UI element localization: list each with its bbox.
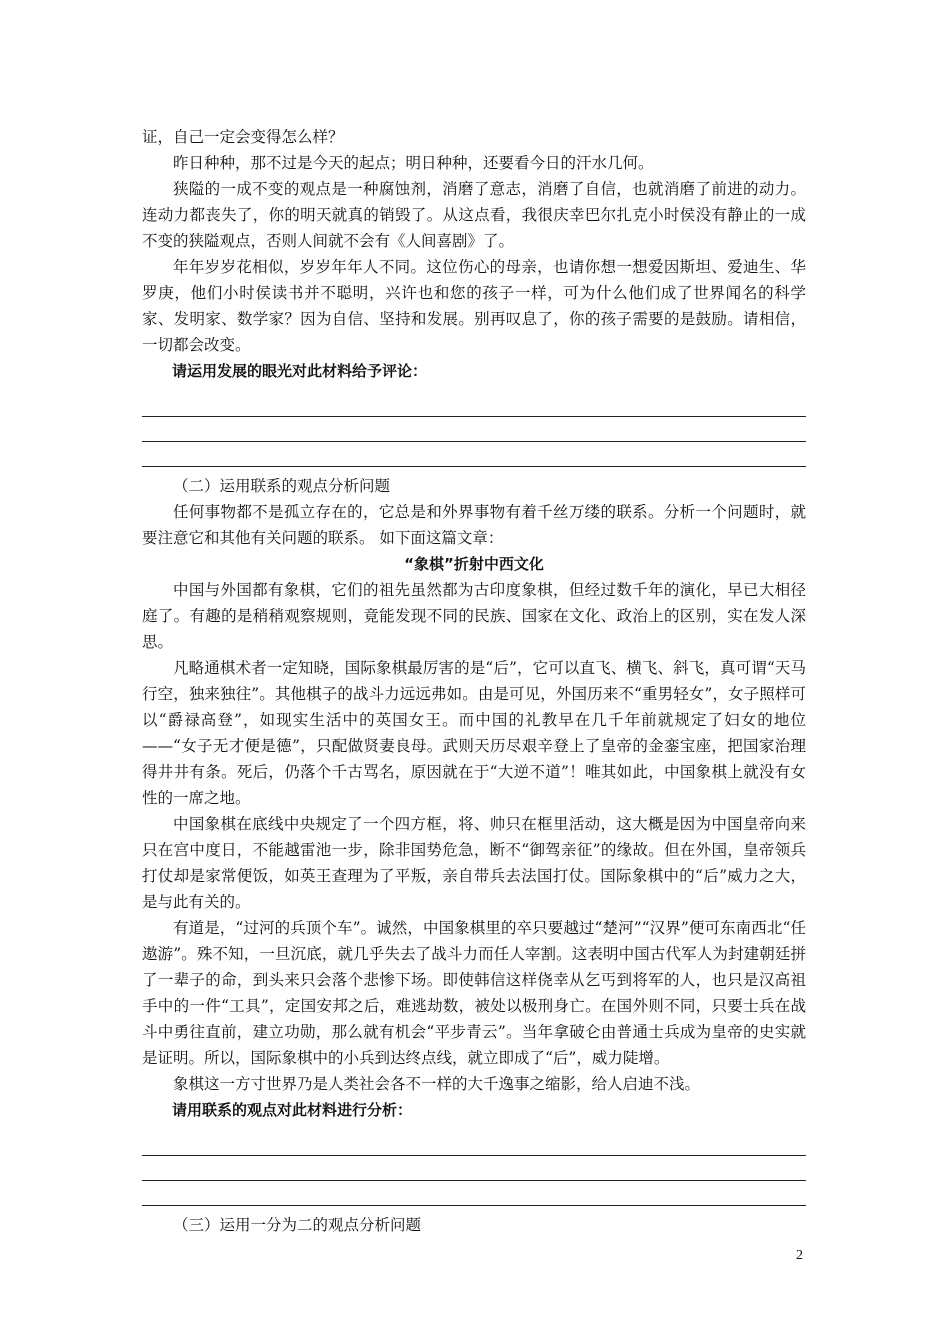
answer-line xyxy=(142,392,806,417)
page-number: 2 xyxy=(796,1248,803,1263)
paragraph: 昨日种种，那不过是今天的起点；明日种种，还要看今日的汗水几何。 xyxy=(173,154,654,172)
page-content xyxy=(142,124,806,1238)
article-title: “象棋”折射中西文化 xyxy=(404,555,544,573)
paragraph: 任何事物都不是孤立存在的，它总是和外界事物有着千丝万缕的联系。分析一个问题时，就要注意它和其他有关问题的联系。 如下面这篇文章： xyxy=(142,503,806,547)
answer-lines-2 xyxy=(142,1131,806,1206)
section-heading: （三）运用一分为二的观点分析问题 xyxy=(173,1216,422,1234)
answer-lines-1 xyxy=(142,392,806,467)
paragraph: 象棋这一方寸世界乃是人类社会各不一样的大千逸事之缩影，给人启迪不浅。 xyxy=(173,1075,701,1093)
answer-line xyxy=(142,1131,806,1156)
paragraph: 有道是，“过河的兵顶个车”。诚然，中国象棋里的卒只要越过“楚河”“汉界”便可东南西北“任遨游”。殊不知，一旦沉底，就几乎失去了战斗力而任人宰割。这表明中国古代军人为封建朝廷拼了一辈子的命，到头来只会落个悲惨下场。即使韩信这样侥幸从乞丐到将军的人，也只是汉高祖手中的一件“工具”，定国安邦之后，难逃劫数，被处以极刑身亡。在国外则不同，只要士兵在战斗中勇往直前，建立功勋，那么就有机会“平步青云”。当年拿破仑由普通士兵成为皇帝的史实就是证明。所以，国际象棋中的小兵到达终点线，就立即成了“后”，威力陡增。 xyxy=(142,919,806,1067)
answer-line xyxy=(142,417,806,442)
paragraph: 中国象棋在底线中央规定了一个四方框，将、帅只在框里活动，这大概是因为中国皇帝向来只在宫中度日，不能越雷池一步，除非国势危急，断不“御驾亲征”的缘故。但在外国，皇帝领兵打仗却是家常便饭，如英王查理为了平叛，亲自带兵去法国打仗。国际象棋中的“后”威力之大，是与此有关的。 xyxy=(142,815,806,911)
section-heading: （二）运用联系的观点分析问题 xyxy=(173,477,391,495)
answer-line xyxy=(142,1156,806,1181)
paragraph: 中国与外国都有象棋，它们的祖先虽然都为古印度象棋，但经过数千年的演化，早已大相径庭了。有趣的是稍稍观察规则，竟能发现不同的民族、国家在文化、政治上的区别，实在发人深思。 xyxy=(142,581,806,651)
paragraph: 证，自己一定会变得怎么样？ xyxy=(142,128,344,146)
paragraph: 凡略通棋术者一定知晓，国际象棋最厉害的是“后”，它可以直飞、横飞、斜飞，真可谓“天马行空，独来独往”。其他棋子的战斗力远远弗如。由是可见，外国历来不“重男轻女”，女子照样可以“爵禄高登”，如现实生活中的英国女王。而中国的礼教早在几千年前就规定了妇女的地位——“女子无才便是德”，只配做贤妻良母。武则天历尽艰辛登上了皇帝的金銮宝座，把国家治理得井井有条。死后，仍落个千古骂名，原因就在于“大逆不道”！唯其如此，中国象棋上就没有女性的一席之地。 xyxy=(142,659,806,807)
paragraph: 年年岁岁花相似，岁岁年年人不同。这位伤心的母亲，也请你想一想爱因斯坦、爱迪生、华罗庚，他们小时侯读书并不聪明，兴许也和您的孩子一样，可为什么他们成了世界闻名的科学家、发明家、数学家？因为自信、坚持和发展。别再叹息了，你的孩子需要的是鼓励。请相信，一切都会改变。 xyxy=(142,258,806,354)
answer-line xyxy=(142,1181,806,1206)
paragraph: 狭隘的一成不变的观点是一种腐蚀剂，消磨了意志，消磨了自信，也就消磨了前进的动力。连动力都丧失了，你的明天就真的销毁了。从这点看，我很庆幸巴尔扎克小时侯没有静止的一成不变的狭隘观点，否则人间就不会有《人间喜剧》了。 xyxy=(142,180,806,250)
prompt-evaluate: 请运用发展的眼光对此材料给予评论： xyxy=(172,362,428,380)
prompt-analyze: 请用联系的观点对此材料进行分析： xyxy=(172,1101,413,1119)
answer-line xyxy=(142,442,806,467)
